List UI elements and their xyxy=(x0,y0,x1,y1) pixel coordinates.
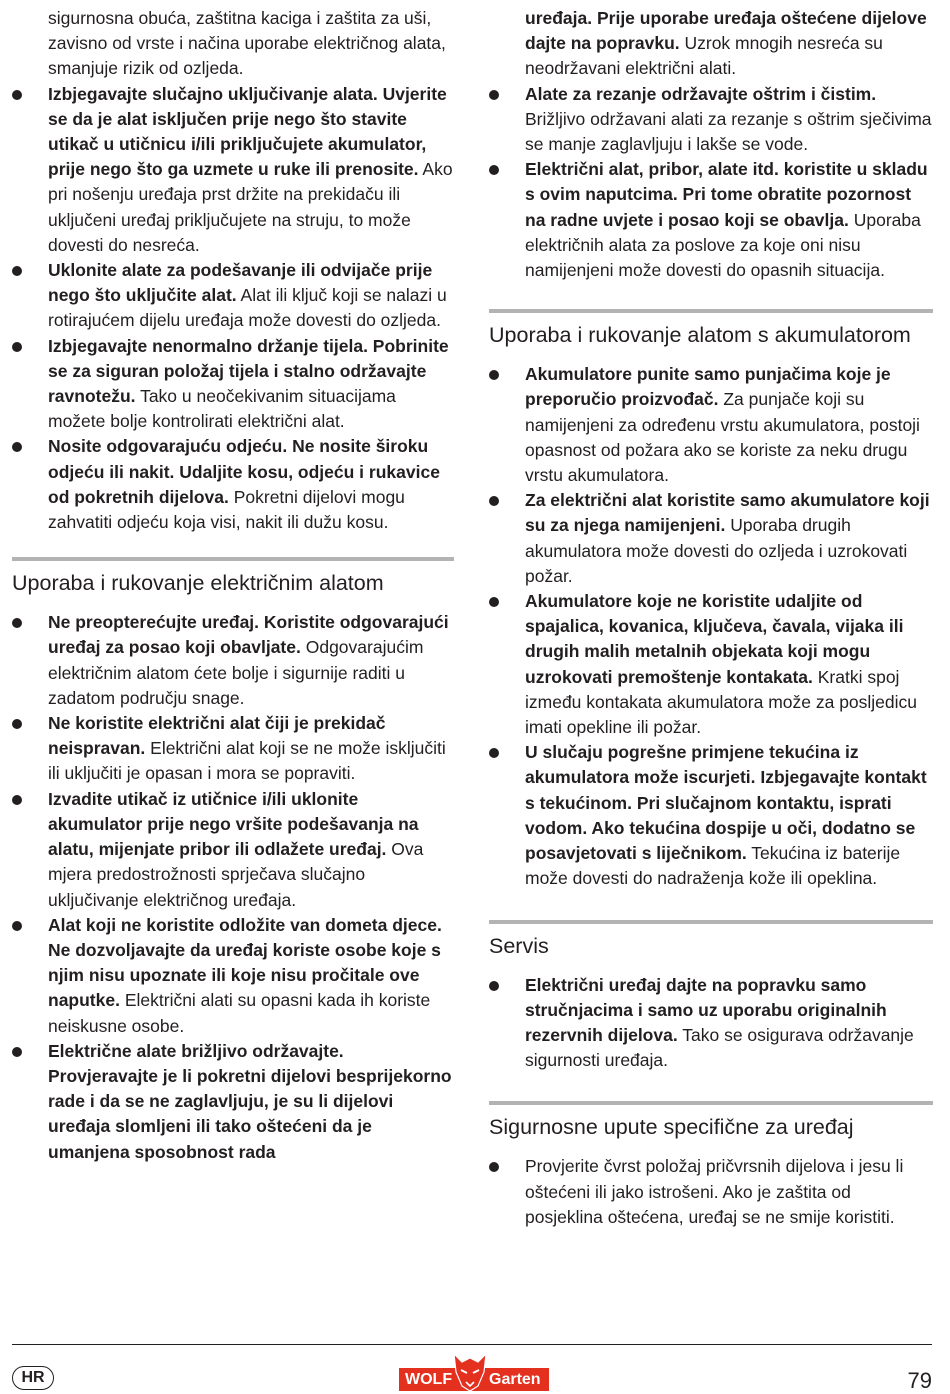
safety-list-personal xyxy=(12,82,454,536)
bullet-icon xyxy=(12,90,22,100)
list-item: Uklonite alate za podešavanje ili odvijače prije nego što uključite alat. Alat ili ključ koji se nalazi u rotirajućem dijelu uređaja može dovesti do ozljeda. xyxy=(12,258,454,334)
list-item: Ne preopterećujte uređaj. Koristite odgovarajući uređaj za posao koji obavljate. Odgovarajućim električnim alatom ćete bolje i sigurnije raditi u zadatom području snage. xyxy=(12,610,454,711)
bullet-icon xyxy=(489,981,499,991)
language-badge: HR xyxy=(12,1366,54,1390)
section-divider xyxy=(489,309,933,313)
section-heading: Sigurnosne upute specifične za uređaj xyxy=(489,1115,854,1140)
list-item: Akumulatore koje ne koristite udaljite od spajalica, kovanica, ključeva, čavala, vijaka ili drugih malih metalnih objekata koji mogu uzrokovati premoštenje kontakata. Kratki spoj između kontakata akumulatora može za posljedicu imati opekline ili požar. xyxy=(489,589,933,740)
bullet-icon xyxy=(489,370,499,380)
section-battery-use xyxy=(489,309,933,891)
section-power-tool-use xyxy=(12,557,454,1164)
section-divider xyxy=(12,557,454,561)
safety-list-tools xyxy=(489,82,933,284)
list-item: Nosite odgovarajuću odjeću. Ne nosite široku odjeću ili nakit. Udaljite kosu, odjeću i rukavice od pokretnih dijelova. Pokretni dijelovi mogu zahvatiti odjeću koja visi, nakit ili dužu kosu. xyxy=(12,434,454,535)
list-item: Provjerite čvrst položaj pričvrsnih dijelova i jesu li oštećeni ili jako istrošeni. Ako je zaštita od posjeklina oštećena, uređaj se ne smije koristiti. xyxy=(489,1154,933,1230)
bullet-icon xyxy=(12,618,22,628)
list-item: Alat koji ne koristite odložite van dometa djece. Ne dozvoljavajte da uređaj koriste osobe koje s njim nisu upoznate ili koje nisu pročitale ove naputke. Električni alati su opasni kada ih koriste neiskusne osobe. xyxy=(12,913,454,1039)
section-divider xyxy=(489,1101,933,1105)
list-item: Za električni alat koristite samo akumulatore koji su za njega namijenjeni. Uporaba drugih akumulatora može dovesti do ozljeda i uzrokovati požar. xyxy=(489,488,933,589)
bullet-icon xyxy=(489,748,499,758)
intro-paragraph: sigurnosna obuća, zaštitna kaciga i zaštita za uši, zavisno od vrste i načina uporabe električnog alata, smanjuje rizik od ozljeda. xyxy=(48,8,446,79)
bullet-icon xyxy=(489,90,499,100)
list-item: Izbjegavajte slučajno uključivanje alata. Uvjerite se da je alat isključen prije nego što stavite utikač u utičnicu i/ili priključujete akumulator, prije nego što ga uzmete u ruke ili prenosite. Ako pri nošenju uređaja prst držite na prekidaču ili uključeni uređaj priključujete na struju, to može dovesti do nesreća. xyxy=(12,82,454,258)
list-item: U slučaju pogrešne primjene tekućina iz akumulatora može iscurjeti. Izbjegavajte kontakt s tekućinom. Pri slučajnom kontaktu, isprati vodom. Ako tekućina dospije u oči, dodatno se posavjetovati s liječnikom. Tekućina iz baterije može dovesti do nadraženja kože ili opeklina. xyxy=(489,740,933,891)
section-heading: Uporaba i rukovanje alatom s akumulatorom xyxy=(489,323,911,348)
page-number: 79 xyxy=(907,1368,932,1393)
right-column xyxy=(489,6,933,1230)
bullet-icon xyxy=(12,921,22,931)
logo-wordmark-left: WOLF xyxy=(405,1371,453,1388)
section-device-specific xyxy=(489,1101,933,1230)
list-item: Električne alate brižljivo održavajte. Provjeravajte je li pokretni dijelovi besprijekorno rade i da se ne zaglavljuju, je su li dijelovi uređaja slomljeni ili tako oštećeni da je umanjena sposobnost rada xyxy=(12,1039,454,1165)
bullet-icon xyxy=(12,266,22,276)
list-item: Akumulatore punite samo punjačima koje je preporučio proizvođač. Za punjače koji su namijenjeni za određenu vrstu akumulatora, postoji opasnost od požara ako se koriste za neku drugu vrstu akumulatora. xyxy=(489,362,933,488)
section-service xyxy=(489,920,933,1074)
wolf-head-icon xyxy=(452,1348,488,1392)
brand-logo xyxy=(399,1348,549,1392)
bullet-icon xyxy=(12,442,22,452)
bullet-icon xyxy=(489,597,499,607)
bullet-icon xyxy=(489,496,499,506)
list-item: Izbjegavajte nenormalno držanje tijela. Pobrinite se za siguran položaj tijela i stalno održavajte ravnotežu. Tako u neočekivanim situacijama možete bolje kontrolirati električni alat. xyxy=(12,334,454,435)
left-column xyxy=(12,6,454,1165)
list-item: Alate za rezanje održavajte oštrim i čistim. Brižljivo održavani alati za rezanje s oštrim sječivima se manje zaglavljuju i lakše se vode. xyxy=(489,82,933,158)
list-item: Ne koristite električni alat čiji je prekidač neispravan. Električni alat koji se ne može isključiti ili uključiti je opasan i mora se popraviti. xyxy=(12,711,454,787)
section-heading: Uporaba i rukovanje električnim alatom xyxy=(12,571,384,596)
bullet-icon xyxy=(12,1047,22,1057)
continued-paragraph: uređaja. Prije uporabe uređaja oštećene dijelove dajte na popravku. Uzrok mnogih nesreća su neodržavani električni alati. xyxy=(525,8,927,79)
bullet-icon xyxy=(12,719,22,729)
bullet-icon xyxy=(489,165,499,175)
list-item: Električni uređaj dajte na popravku samo stručnjacima i samo uz uporabu originalnih rezervnih dijelova. Tako se osigurava održavanje sigurnosti uređaja. xyxy=(489,973,933,1074)
list-item: Izvadite utikač iz utičnice i/ili uklonite akumulator prije nego vršite podešavanja na alatu, mijenjate pribor ili odlažete uređaj. Ova mjera predostrožnosti sprječava slučajno uključivanje električnog uređaja. xyxy=(12,787,454,913)
section-heading: Servis xyxy=(489,933,549,958)
logo-wordmark-right: Garten xyxy=(489,1371,541,1388)
list-item: Električni alat, pribor, alate itd. koristite u skladu s ovim naputcima. Pri tome obratite pozornost na radne uvjete i posao koji se obavlja. Uporaba električnih alata za poslove za koje oni nisu namijenjeni može dovesti do opasnih situacija. xyxy=(489,157,933,283)
footer-divider xyxy=(12,1344,932,1345)
bullet-icon xyxy=(12,795,22,805)
bullet-icon xyxy=(12,342,22,352)
section-divider xyxy=(489,920,933,924)
bullet-icon xyxy=(489,1162,499,1172)
